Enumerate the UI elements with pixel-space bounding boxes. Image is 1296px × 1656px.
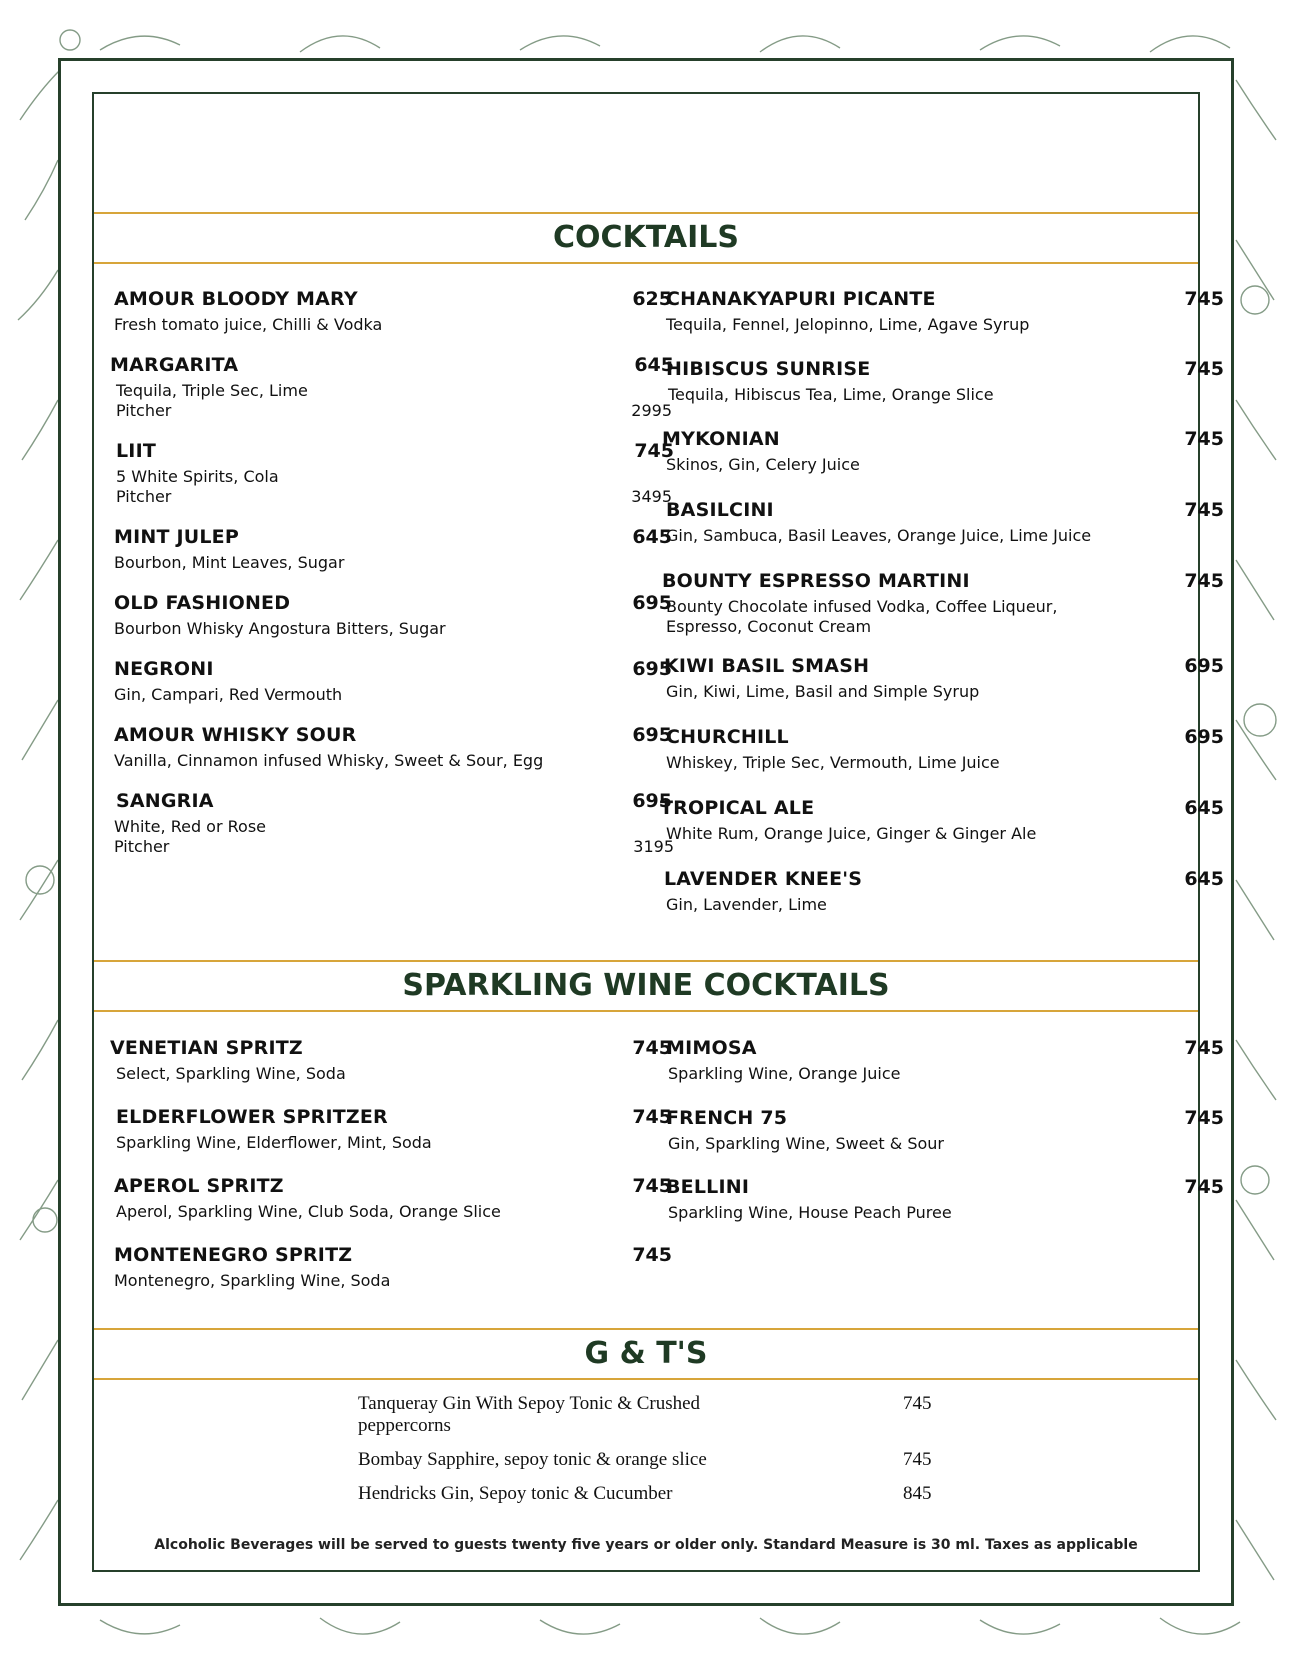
item-price: 695 [1184, 726, 1224, 748]
item-price: 645 [634, 354, 674, 376]
item-description: Bourbon, Mint Leaves, Sugar [114, 553, 345, 572]
item-price: 695 [632, 790, 672, 812]
gt-item-name: Tanqueray Gin With Sepoy Tonic & Crushed peppercorns [358, 1393, 701, 1436]
item-description: Gin, Campari, Red Vermouth [114, 685, 343, 704]
item-name: ELDERFLOWER SPRITZER [116, 1106, 388, 1128]
item-name: TROPICAL ALE [660, 797, 815, 819]
item-price: 745 [1184, 1037, 1224, 1059]
pitcher-label: Pitcher [116, 487, 172, 506]
item-description: Select, Sparkling Wine, Soda [116, 1064, 346, 1083]
pitcher-label: Pitcher [114, 837, 170, 856]
item-description: Gin, Sparkling Wine, Sweet & Sour [668, 1134, 944, 1153]
item-description: Gin, Kiwi, Lime, Basil and Simple Syrup [666, 682, 980, 701]
item-description: White, Red or Rose [114, 817, 266, 836]
item-name: HIBISCUS SUNRISE [666, 358, 871, 380]
item-description: 5 White Spirits, Cola [116, 467, 279, 486]
item-name: NEGRONI [114, 658, 214, 680]
item-description: Sparkling Wine, Elderflower, Mint, Soda [116, 1133, 432, 1152]
item-price: 745 [632, 1106, 672, 1128]
item-description: White Rum, Orange Juice, Ginger & Ginger Ale [666, 824, 1037, 843]
item-description: Montenegro, Sparkling Wine, Soda [114, 1271, 391, 1290]
gt-item-name: Hendricks Gin, Sepoy tonic & Cucumber [358, 1483, 673, 1504]
sparkling-heading: SPARKLING WINE COCKTAILS [94, 960, 1198, 1012]
item-name: BELLINI [666, 1176, 750, 1198]
item-price: 745 [1184, 1107, 1224, 1129]
item-name: LIIT [116, 440, 157, 462]
item-name: MARGARITA [110, 354, 239, 376]
legal-footer-note: Alcoholic Beverages will be served to guests twenty five years or older only. Standard Measure is 30 ml. Taxes as applicable [154, 1537, 1138, 1553]
cocktails-heading: COCKTAILS [94, 212, 1198, 264]
item-price: 745 [1184, 570, 1224, 592]
item-description: Fresh tomato juice, Chilli & Vodka [114, 315, 383, 334]
item-price: 695 [1184, 655, 1224, 677]
item-name: AMOUR BLOODY MARY [114, 288, 358, 310]
item-name: MINT JULEP [114, 526, 239, 548]
item-price: 745 [1184, 358, 1224, 380]
item-description: Sparkling Wine, House Peach Puree [668, 1203, 952, 1222]
item-price: 645 [1184, 868, 1224, 890]
item-description: Skinos, Gin, Celery Juice [666, 455, 860, 474]
item-description: Bourbon Whisky Angostura Bitters, Sugar [114, 619, 446, 638]
item-price: 625 [632, 288, 672, 310]
item-description: Sparkling Wine, Orange Juice [668, 1064, 901, 1083]
item-description-line2: Espresso, Coconut Cream [666, 617, 872, 636]
gt-item-price: 745 [903, 1393, 932, 1414]
gt-item-price: 845 [903, 1483, 932, 1504]
item-price: 745 [632, 1175, 672, 1197]
item-price: 745 [1184, 499, 1224, 521]
item-price: 745 [632, 1037, 672, 1059]
item-description: Bounty Chocolate infused Vodka, Coffee Liqueur, [666, 597, 1058, 616]
item-price: 745 [632, 1244, 672, 1266]
item-description: Aperol, Sparkling Wine, Club Soda, Orange Slice [116, 1202, 501, 1221]
item-name: AMOUR WHISKY SOUR [114, 724, 357, 746]
item-name: BASILCINI [666, 499, 774, 521]
item-name: LAVENDER KNEE'S [664, 868, 863, 890]
pitcher-price: 3195 [633, 837, 674, 856]
item-name: OLD FASHIONED [114, 592, 291, 614]
item-description: Whiskey, Triple Sec, Vermouth, Lime Juice [666, 753, 1000, 772]
item-name: MIMOSA [666, 1037, 757, 1059]
item-name: CHANAKYAPURI PICANTE [666, 288, 936, 310]
gt-item-price: 745 [903, 1449, 932, 1470]
item-name: CHURCHILL [666, 726, 789, 748]
item-price: 695 [632, 724, 672, 746]
item-description: Gin, Lavender, Lime [666, 895, 827, 914]
item-price: 745 [1184, 288, 1224, 310]
item-description: Tequila, Fennel, Jelopinno, Lime, Agave Syrup [666, 315, 1030, 334]
item-name: KIWI BASIL SMASH [664, 655, 870, 677]
item-name: BOUNTY ESPRESSO MARTINI [662, 570, 970, 592]
gt-item-name: Bombay Sapphire, sepoy tonic & orange slice [358, 1449, 707, 1470]
item-description: Tequila, Hibiscus Tea, Lime, Orange Slice [668, 385, 994, 404]
item-price: 745 [634, 440, 674, 462]
item-price: 745 [1184, 1176, 1224, 1198]
item-price: 645 [1184, 797, 1224, 819]
item-description: Vanilla, Cinnamon infused Whisky, Sweet & Sour, Egg [114, 751, 544, 770]
item-price: 645 [632, 526, 672, 548]
item-name: FRENCH 75 [666, 1107, 788, 1129]
pitcher-price: 2995 [631, 401, 672, 420]
item-price: 695 [632, 592, 672, 614]
gt-heading: G & T'S [94, 1328, 1198, 1380]
item-price: 695 [632, 658, 672, 680]
item-description: Gin, Sambuca, Basil Leaves, Orange Juice, Lime Juice [666, 526, 1092, 545]
item-name: MYKONIAN [662, 428, 780, 450]
item-description: Tequila, Triple Sec, Lime [116, 381, 308, 400]
pitcher-price: 3495 [631, 487, 672, 506]
item-name: MONTENEGRO SPRITZ [114, 1244, 353, 1266]
item-name: APEROL SPRITZ [114, 1175, 284, 1197]
pitcher-label: Pitcher [116, 401, 172, 420]
item-name: VENETIAN SPRITZ [110, 1037, 303, 1059]
item-price: 745 [1184, 428, 1224, 450]
item-name: SANGRIA [116, 790, 214, 812]
